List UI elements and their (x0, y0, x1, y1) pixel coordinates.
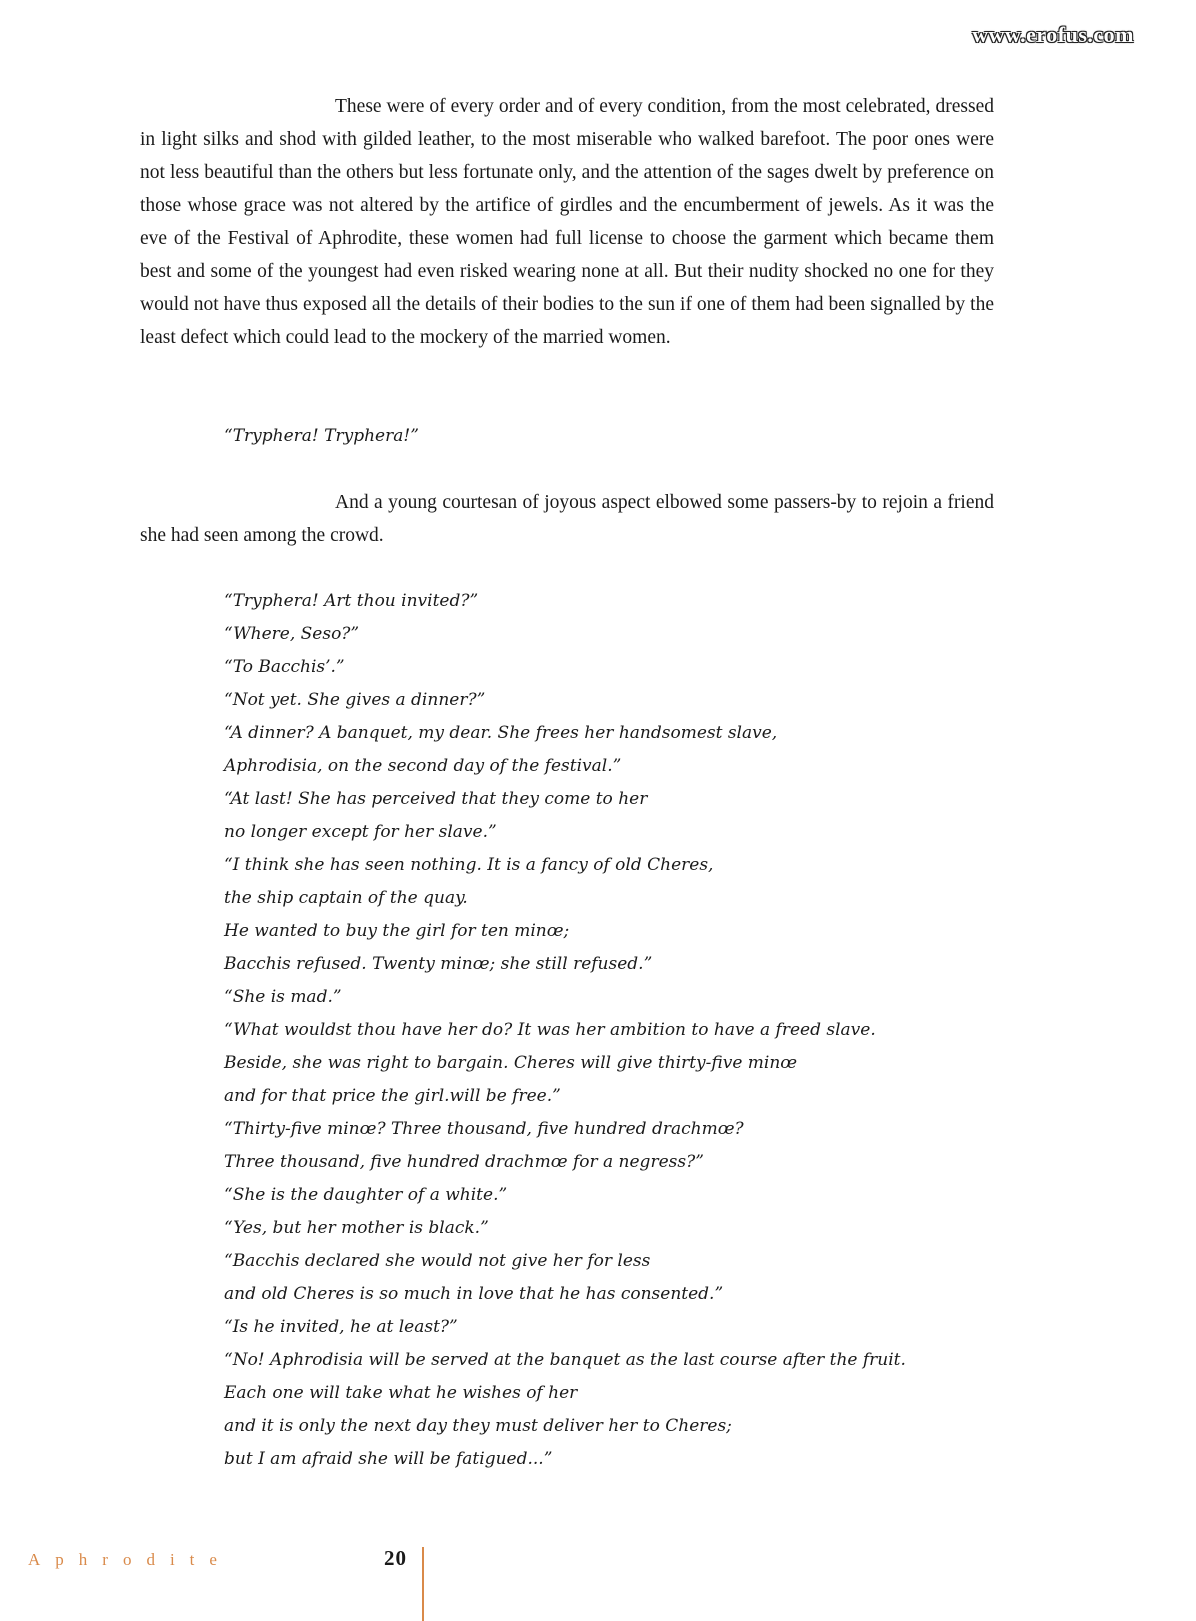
dialogue-line: He wanted to buy the girl for ten minœ; (224, 921, 570, 941)
footer-rule (422, 1547, 424, 1621)
body-paragraph: These were of every order and of every condition, from the most celebrated, dressed in light silks and shod with gilded leather, to the most miserable who walked barefoot. The poor ones were not less beautiful than the others but less fortunate only, and the attention of the sages dwelt by preference on those whose grace was not altered by the artifice of girdles and the encumberment of jewels. As it was the eve of the Festival of Aphrodite, these women had full license to choose the garment which became them best and some of the youngest had even risked wearing none at all. But their nudity shocked no one for they would not have thus exposed all the details of their bodies to the sun if one of them had been signalled by the least defect which could lead to the mockery of the married women. (140, 96, 994, 348)
dialogue-line: “At last! She has perceived that they come to her (224, 789, 648, 809)
dialogue-line: “She is the daughter of a white.” (224, 1185, 508, 1205)
dialogue-line: and it is only the next day they must deliver her to Cheres; (224, 1416, 732, 1436)
dialogue-line: the ship captain of the quay. (224, 888, 468, 908)
body-paragraph: And a young courtesan of joyous aspect elbowed some passers-by to rejoin a friend she had seen among the crowd. (140, 492, 994, 546)
dialogue-line: Three thousand, five hundred drachmœ for a negress?” (224, 1152, 704, 1172)
dialogue-line: no longer except for her slave.” (224, 822, 497, 842)
dialogue-line: “Thirty-five minœ? Three thousand, five hundred drachmœ? (224, 1119, 744, 1139)
dialogue-line: “Where, Seso?” (224, 624, 360, 644)
dialogue-line: “A dinner? A banquet, my dear. She frees her handsomest slave, (224, 723, 778, 743)
dialogue-line: “Bacchis declared she would not give her for less (224, 1251, 651, 1271)
dialogue-line: “Tryphera! Art thou invited?” (224, 591, 479, 611)
watermark: www.erofus.com (972, 22, 1134, 47)
dialogue-line: Aphrodisia, on the second day of the festival.” (224, 756, 622, 776)
dialogue-line: Bacchis refused. Twenty minœ; she still refused.” (224, 954, 653, 974)
dialogue-line: “Yes, but her mother is black.” (224, 1218, 489, 1238)
page-number: 20 (384, 1546, 407, 1570)
dialogue-line: “Not yet. She gives a dinner?” (224, 690, 486, 710)
dialogue-line: “I think she has seen nothing. It is a fancy of old Cheres, (224, 855, 714, 875)
dialogue-line: “No! Aphrodisia will be served at the banquet as the last course after the fruit. (224, 1350, 906, 1370)
dialogue-line: but I am afraid she will be fatigued...” (224, 1449, 553, 1469)
dialogue-line: “Is he invited, he at least?” (224, 1317, 458, 1337)
dialogue-line: “What wouldst thou have her do? It was her ambition to have a freed slave. (224, 1020, 876, 1040)
dialogue-block (224, 585, 906, 1476)
exclamation-line: “Tryphera! Tryphera!” (224, 426, 419, 446)
dialogue-line: Beside, she was right to bargain. Cheres will give thirty-five minœ (224, 1053, 798, 1073)
running-footer-title: Aphrodite (28, 1550, 232, 1569)
dialogue-line: and for that price the girl.will be free.” (224, 1086, 561, 1106)
dialogue-line: “To Bacchis’.” (224, 657, 345, 677)
dialogue-line: Each one will take what he wishes of her (224, 1383, 578, 1403)
dialogue-line: “She is mad.” (224, 987, 342, 1007)
dialogue-line: and old Cheres is so much in love that he has consented.” (224, 1284, 724, 1304)
